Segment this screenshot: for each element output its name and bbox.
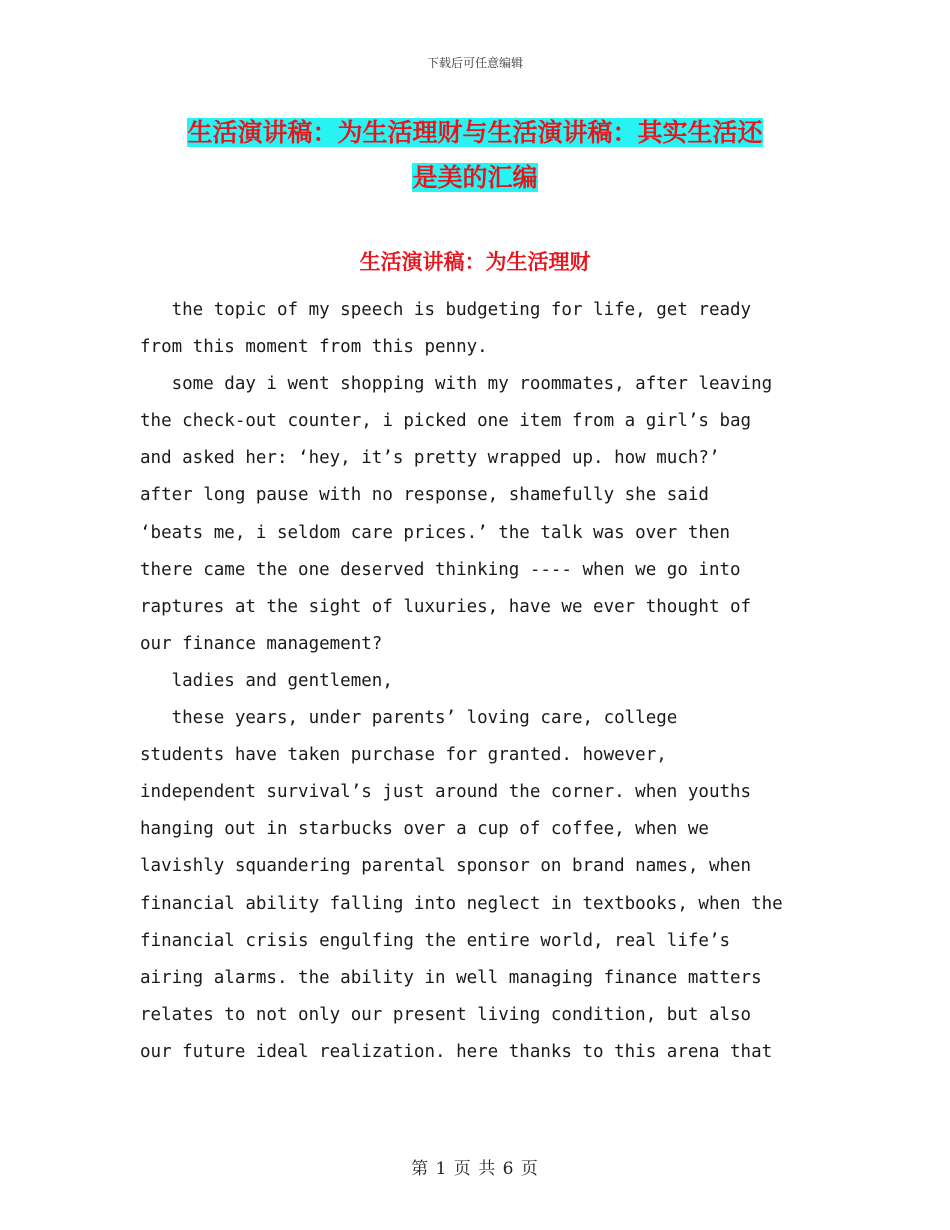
body-line: raptures at the sight of luxuries, have we ever thought of <box>140 596 752 617</box>
body-line: after long pause with no response, shamefully she said <box>140 485 709 506</box>
body-line: relates to not only our present living condition, but also <box>140 1004 752 1025</box>
body-line: ‘beats me, i seldom care prices.’ the talk was over then <box>140 522 731 543</box>
body-line: the topic of my speech is budgeting for life, get ready <box>140 300 752 320</box>
speech-body <box>140 292 812 1071</box>
page-header-note: 下载后可任意编辑 <box>426 56 523 70</box>
document-title <box>140 110 810 200</box>
document-title-line-2: 是美的汇编 <box>412 163 538 192</box>
page-number-footer: 第 1 页 共 6 页 <box>411 1159 539 1179</box>
section-title: 生活演讲稿：为生活理财 <box>359 249 591 274</box>
body-line: students have taken purchase for granted. however, <box>140 745 667 766</box>
body-line: ladies and gentlemen, <box>140 670 393 691</box>
body-line: airing alarms. the ability in well managing finance matters <box>140 967 762 988</box>
body-line: and asked her: ‘hey, it’s pretty wrapped up. how much?’ <box>140 448 720 469</box>
body-line: our future ideal realization. here thanks to this arena that <box>140 1041 773 1062</box>
body-line: independent survival’s just around the corner. when youths <box>140 782 752 803</box>
body-line: some day i went shopping with my roommates, after leaving <box>140 374 773 395</box>
document-title-line-1: 生活演讲稿：为生活理财与生活演讲稿：其实生活还 <box>187 118 763 147</box>
body-line: lavishly squandering parental sponsor on brand names, when <box>140 856 752 877</box>
body-line: financial ability falling into neglect in textbooks, when the <box>140 893 783 914</box>
body-line: there came the one deserved thinking ---- when we go into <box>140 559 741 580</box>
body-line: the check-out counter, i picked one item from a girl’s bag <box>140 411 752 432</box>
body-line: hanging out in starbucks over a cup of coffee, when we <box>140 819 709 840</box>
body-line: these years, under parents’ loving care, college <box>140 708 678 729</box>
body-line: from this moment from this penny. <box>140 337 488 358</box>
body-line: financial crisis engulfing the entire world, real life’s <box>140 930 731 951</box>
body-line: our finance management? <box>140 633 383 654</box>
